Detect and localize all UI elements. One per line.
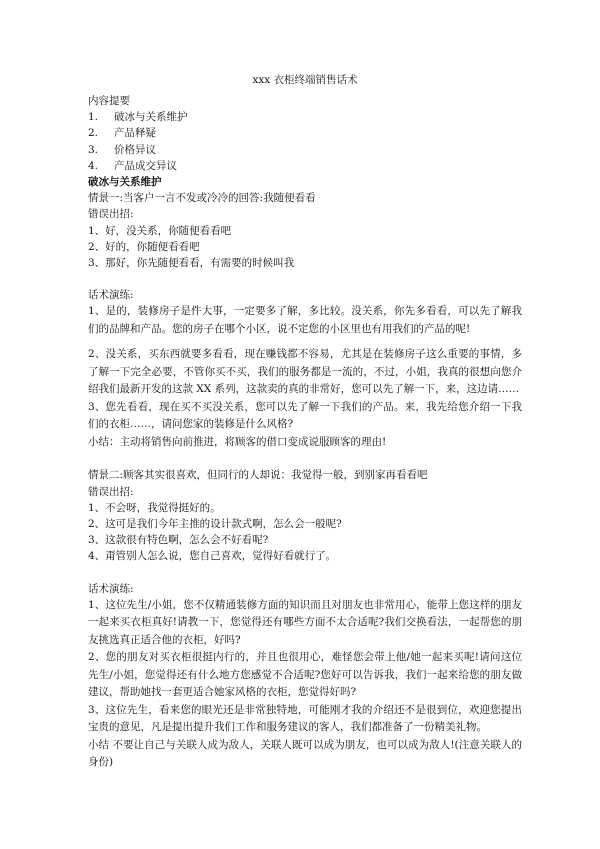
script-paragraph: 3、这位先生，看来您的眼光还是非常独特地，可能刚才我的介绍还不是很到位，欢迎您提出宝贵的意见，凡是提出提升我们工作和服务建议的客人，我们都准备了一份精美礼物。: [88, 703, 522, 734]
outline-text: 价格异议: [114, 143, 156, 156]
outline-text: 产品释疑: [114, 127, 156, 140]
script-paragraph: 2、没关系，买东西就要多看看，现在赚钱都不容易，尤其是在装修房子这么重要的事情，多了解一下完全必要，不管你买不买，我们的服务都是一流的，不过，小姐，我真的很想向您介绍我们最新开发的这款 XX 系列，这款卖的真的非常好，您可以先了解一下，来，这边请……: [88, 348, 522, 396]
scene-title: 情景一:当客户一言不发或冷冷的回答:我随便看看: [88, 192, 316, 205]
script-heading: 话术演练:: [88, 582, 134, 595]
outline-item: [88, 142, 522, 158]
wrong-heading: 错误出招:: [88, 485, 134, 498]
script-paragraph: 3、您先看看，现在买不买没关系，您可以先了解一下我们的产品。来，我先给您介绍一下我们的衣柜……，请问您家的装修是什么风格?: [88, 400, 522, 431]
wrong-item: 3、那好，你先随便看看，有需要的时候叫我: [88, 257, 295, 270]
wrong-heading: 错误出招:: [88, 208, 134, 221]
wrong-item: 1、不会呀，我觉得挺好的。: [88, 501, 221, 514]
script-paragraph: 1、这位先生/小姐，您不仅精通装修方面的知识而且对朋友也非常用心，能带上您这样的朋友一起来买衣柜真好!请教一下，您觉得还有哪些方面不太合适呢?我们交换看法，一起帮您的朋友挑选真正适合他的衣柜，好吗?: [88, 598, 522, 646]
script-paragraph: 2、您的朋友对买衣柜很挺内行的，并且也很用心，难怪您会带上他/她一起来买呢!请问这位先生/小姐，您觉得还有什么地方您感觉不合适呢?您好可以告诉我，我们一起来给您的朋友做建议，帮助她找一套更适合她家风格的衣柜，您觉得好吗?: [88, 651, 522, 699]
outline-item: [88, 109, 522, 125]
outline-number: 4.: [88, 159, 99, 172]
outline-number: 2.: [88, 127, 99, 140]
wrong-item: 2、这可是我们今年主推的设计款式啊，怎么会一般呢?: [88, 518, 342, 531]
outline-heading: 内容提要: [88, 95, 130, 107]
wrong-item: 4、甭管别人怎么说，您自己喜欢，觉得好看就行了。: [88, 550, 337, 563]
outline-item: [88, 158, 522, 174]
outline-list: [88, 109, 522, 174]
script-paragraph: 1、是的，装修房子是件大事，一定要多了解，多比较。没关系，你先多看看，可以先了解我们的品牌和产品。您的房子在哪个小区，说不定您的小区里也有用我们的产品的呢!: [88, 305, 522, 335]
outline-number: 1.: [88, 111, 99, 124]
outline-text: 破冰与关系维护: [114, 111, 188, 124]
document-title: xxx 衣柜终端销售话术: [252, 74, 358, 86]
summary: 小结 不要让自己与关联人成为敌人，关联人既可以成为朋友，也可以成为敌人!(注意关联人的身份): [88, 738, 522, 769]
outline-text: 产品成交异议: [114, 159, 177, 172]
wrong-item: 3、这款很有特色啊，怎么会不好看呢?: [88, 534, 269, 547]
summary: 小结：主动将销售向前推进，将顾客的借口变成说服顾客的理由!: [88, 435, 387, 448]
outline-number: 3.: [88, 143, 99, 156]
wrong-item: 2、好的，你随便看看吧: [88, 240, 200, 253]
outline-item: [88, 125, 522, 141]
scene-title: 情景二:顾客其实很喜欢，但同行的人却说：我觉得一般，到别家再看看吧: [88, 469, 428, 482]
wrong-item: 1、好，没关系，你随便看看吧: [88, 224, 232, 237]
script-heading: 话术演练:: [88, 289, 134, 302]
section-heading: 破冰与关系维护: [88, 176, 162, 189]
